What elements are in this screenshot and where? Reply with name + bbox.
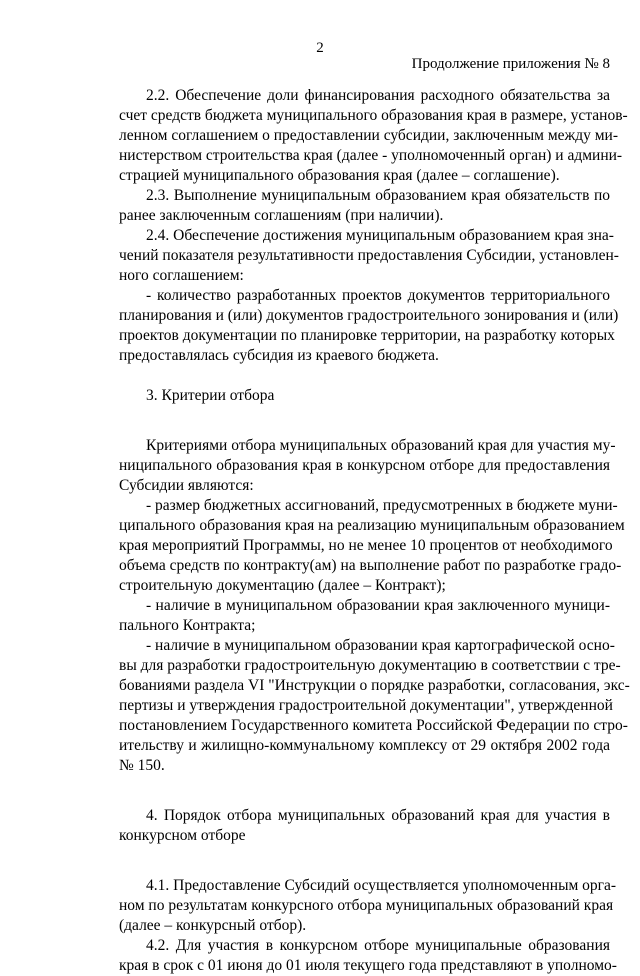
- text-line: предоставлялась субсидия из краевого бюджета.: [119, 347, 439, 364]
- text-line: нистерством строительства края (далее - уполномоченный орган) и админи-: [119, 147, 623, 164]
- text-line: ниципального образования края в конкурсном отборе для предоставления: [119, 457, 610, 474]
- text-line: ном по результатам конкурсного отбора муниципальных образований края: [119, 897, 614, 914]
- text-line: строительную документацию (далее – Контракт);: [119, 577, 446, 594]
- text-line: - наличие в муниципальном образовании края картографической осно-: [146, 637, 615, 654]
- text-line: 2.4. Обеспечение достижения муниципальным образованием края зна-: [146, 227, 614, 244]
- text-line: 4.1. Предоставление Субсидий осуществляется уполномоченным орга-: [146, 877, 617, 894]
- text-line: объема средств по контракту(ам) на выполнение работ по разработке градо-: [119, 557, 622, 574]
- text-line: ленном соглашением о предоставлении субсидии, заключенным между ми-: [119, 127, 619, 144]
- text-line: ного соглашением:: [119, 267, 244, 284]
- text-line: ительству и жилищно-коммунальному комплексу от 29 октября 2002 года: [119, 737, 610, 754]
- text-line: проектов документации по планировке территории, на разработку которых: [119, 327, 615, 344]
- text-line: 2.3. Выполнение муниципальным образованием края обязательств по: [146, 187, 610, 204]
- text-line: ципального образования края на реализацию муниципальным образованием: [119, 517, 625, 534]
- text-line: Критериями отбора муниципальных образований края для участия му-: [146, 437, 616, 454]
- text-line: - размер бюджетных ассигнований, предусмотренных в бюджете муни-: [146, 497, 618, 514]
- document-body: [119, 86, 630, 976]
- text-line: конкурсном отборе: [119, 827, 246, 844]
- paragraph-spacer: [119, 366, 610, 386]
- text-line: 4. Порядок отбора муниципальных образований края для участия в: [146, 807, 610, 824]
- text-line: края мероприятий Программы, но не менее 10 процентов от необходимого: [119, 537, 613, 554]
- text-line: планирования и (или) документов градостроительного зонирования и (или): [119, 307, 619, 324]
- appendix-continuation-label: Продолжение приложения № 8: [411, 56, 610, 72]
- paragraph-spacer: [119, 846, 610, 876]
- text-line: постановлением Государственного комитета Российской Федерации по стро-: [119, 717, 628, 734]
- text-line: Субсидии являются:: [119, 477, 254, 494]
- paragraph-spacer: [119, 776, 610, 806]
- text-line: № 150.: [119, 757, 165, 774]
- text-line: 2.2. Обеспечение доли финансирования расходного обязательства за: [146, 87, 610, 104]
- text-line: счет средств бюджета муниципального образования края в размере, установ-: [119, 107, 628, 124]
- paragraph-spacer: [119, 406, 610, 436]
- text-line: - количество разработанных проектов документов территориального: [146, 287, 610, 304]
- text-line: - наличие в муниципальном образовании края заключенного муници-: [146, 597, 610, 614]
- text-line: пального Контракта;: [119, 617, 256, 634]
- text-line: бованиями раздела VI "Инструкции о порядке разработки, согласования, экс-: [119, 677, 630, 694]
- text-line: ранее заключенным соглашениям (при наличии).: [119, 207, 444, 224]
- text-line: страцией муниципального образования края (далее – соглашение).: [119, 167, 560, 184]
- page-number: 2: [316, 40, 324, 56]
- text-line: 3. Критерии отбора: [146, 387, 275, 404]
- text-line: чений показателя результативности предоставления Субсидии, установлен-: [119, 247, 619, 264]
- text-line: 4.2. Для участия в конкурсном отборе муниципальные образования: [146, 937, 610, 954]
- text-line: (далее – конкурсный отбор).: [119, 917, 307, 934]
- text-line: вы для разработки градостроительную документацию в соответствии с тре-: [119, 657, 621, 674]
- text-line: пертизы и утверждения градостроительной документации", утвержденной: [119, 697, 613, 714]
- text-line: края в срок с 01 июня до 01 июля текущего года представляют в уполномо-: [119, 957, 617, 974]
